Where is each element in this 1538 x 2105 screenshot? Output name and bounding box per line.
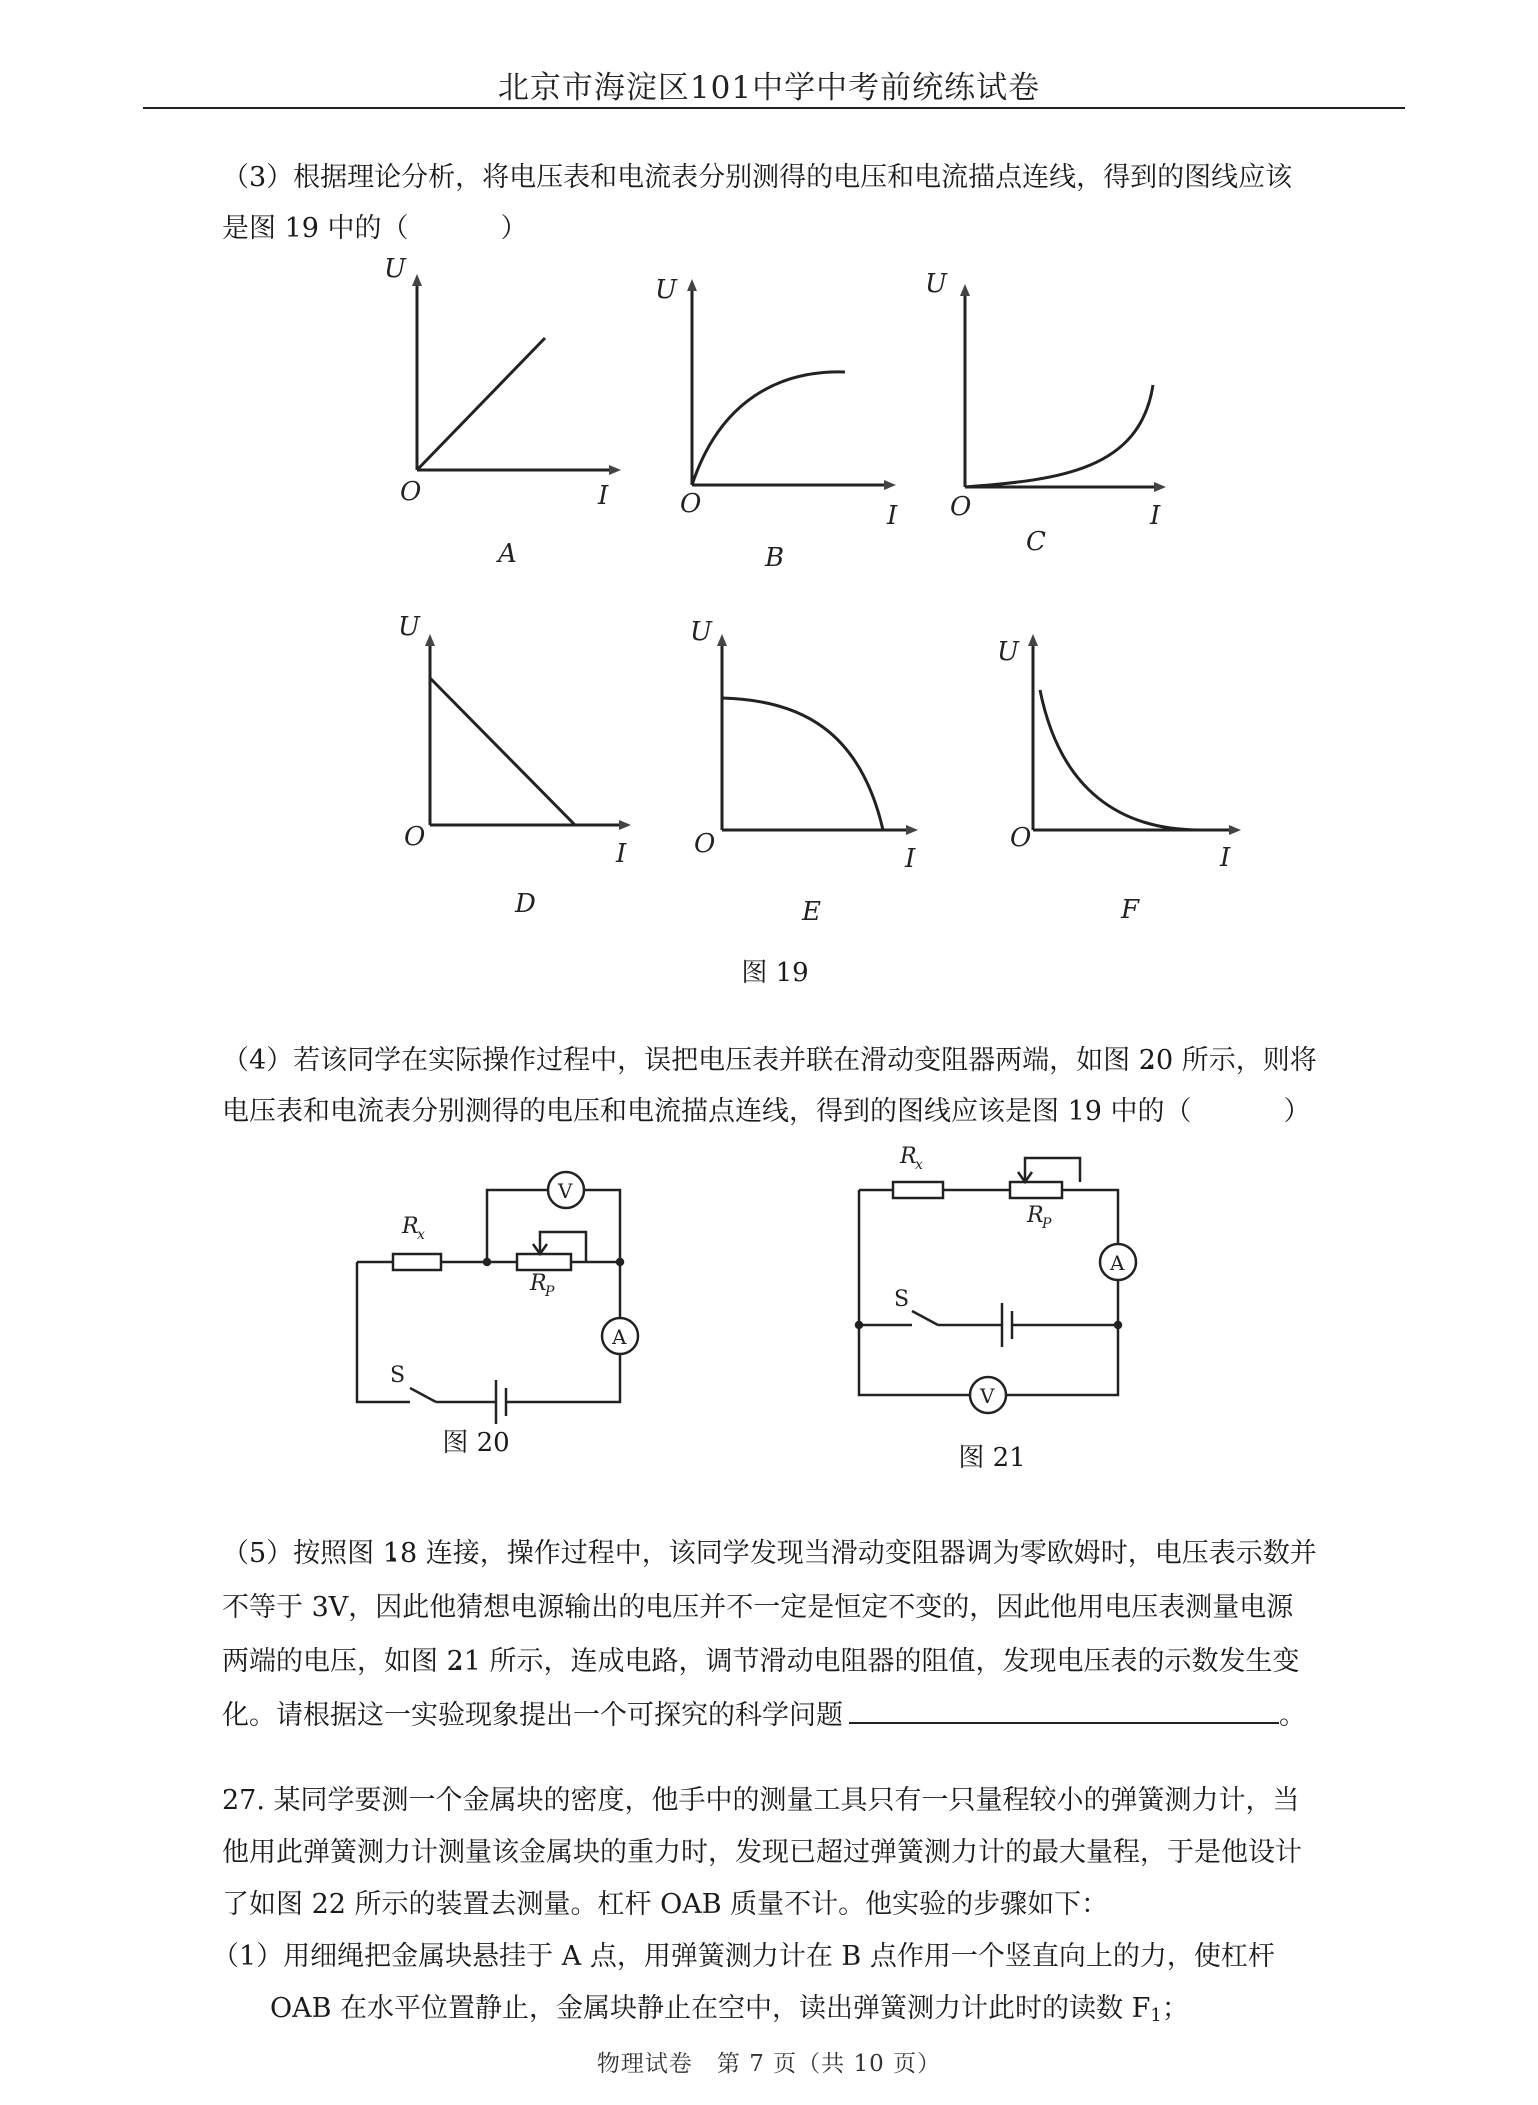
fig20-rx-sub: x: [417, 1227, 425, 1243]
q5-line4: [222, 1690, 1332, 1741]
graph-e-x-label: I: [905, 844, 916, 874]
graph-c-x-label: I: [1150, 501, 1161, 531]
q5-fig21-ref: 21 •: [447, 1646, 481, 1677]
q5-line3-end: 所示，连成电路，调节滑动电阻器的阻值，发现电压表的示数发生变: [480, 1646, 1300, 1677]
graph-d-label: D: [515, 889, 536, 919]
graph-b-origin: O: [680, 489, 702, 519]
fig20-rp-label: R: [530, 1271, 547, 1296]
fig21-rheostat-rp: [1010, 1182, 1062, 1198]
q27-step1-line1: （1）用细绳把金属块悬挂于 A 点，用弹簧测力计在 B 点作用一个竖直向上的力，使杠杆: [212, 1941, 1275, 1972]
graph-c-y-label: U: [925, 269, 947, 299]
fig20-switch: [410, 1388, 436, 1402]
fig20-voltmeter-label: V: [558, 1179, 573, 1203]
graph-d-x-label: I: [616, 839, 627, 869]
graph-f-x-label: I: [1220, 843, 1231, 873]
page-header-title: 北京市海淀区101中学中考前统练试卷: [497, 70, 1041, 106]
fig20-resistor-rx: [393, 1254, 441, 1270]
q4-fig-ref: 20 •: [1139, 1045, 1173, 1076]
graph-b-y-label: U: [655, 275, 677, 305]
page-footer: 物理试卷 第 7 页（共 10 页）: [596, 2051, 942, 2077]
figure20-caption: 图 20: [442, 1428, 510, 1458]
fig21-rp-label: R: [1027, 1203, 1044, 1228]
q5-line3-text: 两端的电压，如图: [222, 1646, 447, 1677]
fig21-rx-label: R: [900, 1144, 917, 1169]
fig21-resistor-rx: [893, 1182, 943, 1198]
graph-a-y-label: U: [384, 254, 406, 284]
graph-a-origin: O: [400, 477, 422, 507]
q27-line2: 他用此弹簧测力计测量该金属块的重力时，发现已超过弹簧测力计的最大量程，于是他设计: [222, 1837, 1302, 1868]
q4-line1-text: （4）若该同学在实际操作过程中，误把电压表并联在滑动变阻器两端，如图: [222, 1045, 1139, 1076]
graph-c-label: C: [1026, 527, 1046, 557]
q5-line1-end: 连接，操作过程中，该同学发现当滑动变阻器调为零欧姆时，电压表示数并: [417, 1538, 1317, 1569]
fig21-rp-sub: P: [1042, 1216, 1052, 1232]
q4-line2-text: 电压表和电流表分别测得的电压和电流描点连线，得到的图线应该是图 19 中的（: [222, 1096, 1192, 1127]
q3-line1: （3）根据理论分析，将电压表和电流表分别测得的电压和电流描点连线，得到的图线应该: [222, 162, 1293, 193]
q27-step1-end: ；: [1161, 1993, 1189, 2024]
fig20-rx-label: R: [402, 1214, 419, 1239]
fig21-switch: [912, 1311, 938, 1325]
q5-line1: [222, 1528, 1332, 1579]
graph-b-x-label: I: [887, 501, 898, 531]
q3-close-paren: ）: [500, 213, 528, 244]
fig20-rheostat-rp: [517, 1254, 571, 1270]
fig20-switch-label: S: [390, 1363, 406, 1388]
fig21-ammeter-label: A: [1110, 1251, 1125, 1275]
q27-step1-sub: 1: [1150, 2005, 1162, 2026]
graph-a-x-label: I: [598, 481, 609, 511]
graph-e-label: E: [802, 897, 821, 927]
q4-line1-end: 所示，则将: [1173, 1045, 1317, 1076]
graph-e-origin: O: [694, 829, 716, 859]
q5-answer-line: [849, 1696, 1279, 1724]
q3-line2-text: 是图 19 中的（: [222, 213, 409, 244]
q27-step1-line2: [270, 1983, 1390, 2042]
fig20-ammeter-label: A: [612, 1325, 627, 1349]
q5-line4-end: 。: [1279, 1700, 1306, 1731]
figure21-caption: 图 21: [958, 1443, 1026, 1473]
graph-d-y-label: U: [398, 612, 420, 642]
graph-f-label: F: [1121, 895, 1140, 925]
q5-line2: 不等于 3V，因此他猜想电源输出的电压并不一定是恒定不变的，因此他用电压表测量电源: [222, 1592, 1294, 1623]
graph-c-origin: O: [950, 492, 972, 522]
q27-line3: 了如图 22 所示的装置去测量。杠杆 OAB 质量不计。他实验的步骤如下：: [222, 1889, 1109, 1920]
graph-d-origin: O: [404, 822, 426, 852]
q5-fig18-ref: 18 •: [383, 1538, 417, 1569]
graph-a-label: A: [498, 539, 517, 569]
figure21-circuit: [856, 1158, 1136, 1413]
graph-b-label: B: [765, 543, 785, 573]
q4-close-paren: ）: [1283, 1096, 1311, 1127]
q5-line1-text: （5）按照图: [222, 1538, 383, 1569]
graph-f-y-label: U: [997, 637, 1019, 667]
q5-line3: [222, 1636, 1332, 1687]
graph-e-y-label: U: [690, 617, 712, 647]
graph-f-origin: O: [1010, 823, 1032, 853]
q5-line4-text: 化。请根据这一实验现象提出一个可探究的科学问题: [222, 1700, 843, 1731]
fig21-rx-sub: x: [915, 1157, 923, 1173]
fig21-switch-label: S: [894, 1287, 910, 1312]
fig21-voltmeter-label: V: [980, 1384, 995, 1408]
figure19-caption: 图 19: [741, 958, 809, 988]
q27-step1-text: OAB 在水平位置静止，金属块静止在空中，读出弹簧测力计此时的读数 F: [270, 1993, 1151, 2024]
q27-line1: 27. 某同学要测一个金属块的密度，他手中的测量工具只有一只量程较小的弹簧测力计，当: [222, 1785, 1300, 1816]
fig20-rp-sub: P: [545, 1284, 555, 1300]
